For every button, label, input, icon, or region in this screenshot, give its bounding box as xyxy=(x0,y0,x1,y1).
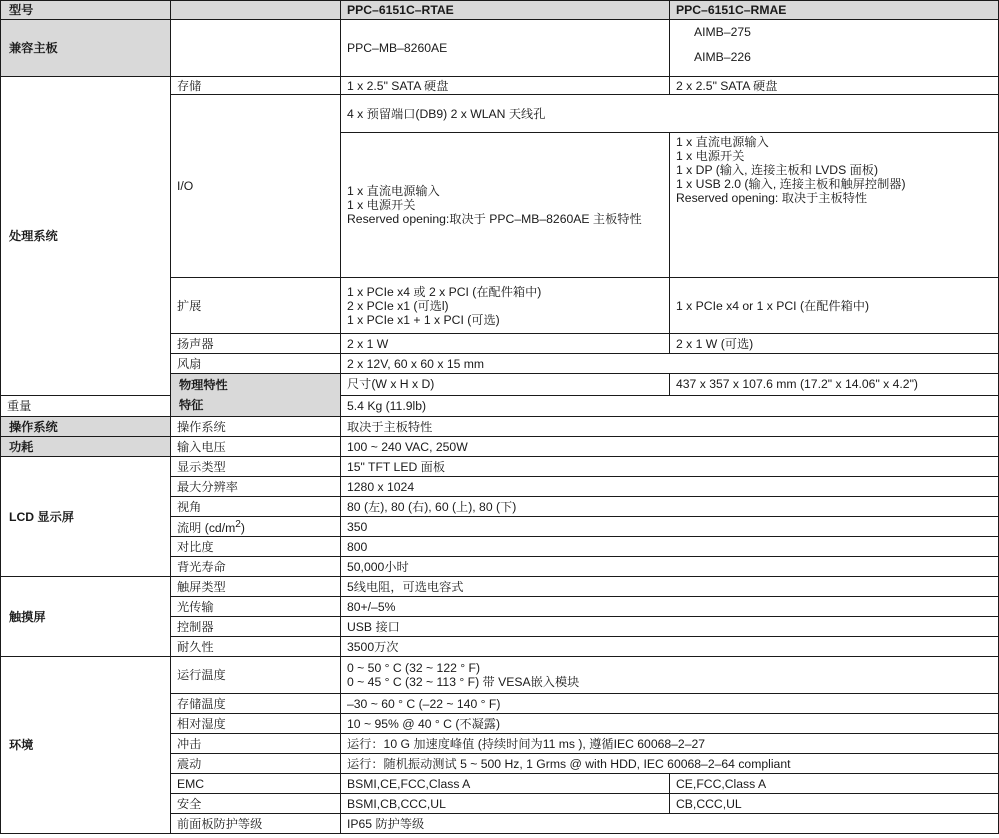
env-label: 环境 xyxy=(1,657,171,834)
speaker-rtae: 2 x 1 W xyxy=(341,334,670,354)
ip-label: 前面板防护等级 xyxy=(171,814,341,834)
io-rmae-5: Reserved opening: 取决于主板特性 xyxy=(676,191,868,205)
header-blank xyxy=(171,1,341,20)
io-rmae-1: 1 x 直流电源输入 xyxy=(676,135,769,149)
weight-label: 重量 xyxy=(1,395,171,417)
expansion-rmae: 1 x PCIe x4 or 1 x PCI (在配件箱中) xyxy=(670,278,999,334)
humidity-label: 相对湿度 xyxy=(171,714,341,734)
lcd-row-label: 背光寿命 xyxy=(171,557,341,577)
io-common: 4 x 预留端口(DB9) 2 x WLAN 天线孔 xyxy=(341,95,999,133)
os-row xyxy=(1,417,999,437)
power-row xyxy=(1,437,999,457)
header-rtae: PPC–6151C–RTAE xyxy=(341,1,670,20)
lumen-label-end: ) xyxy=(240,521,245,536)
io-rmae xyxy=(670,133,999,278)
emc-label: EMC xyxy=(171,774,341,794)
touch-row-value: 3500万次 xyxy=(341,637,999,657)
lumen-label-text: 流明 (cd/m xyxy=(177,521,236,536)
expansion-rtae-3: 1 x PCIe x1 + 1 x PCI (可选) xyxy=(347,312,500,327)
header-row xyxy=(1,1,999,20)
operating-temp-row xyxy=(1,657,999,694)
shock-value: 运行：10 G 加速度峰值 (持续时间为11 ms ), 遵循IEC 60068–2–27 xyxy=(341,734,999,754)
safety-rtae: BSMI,CB,CCC,UL xyxy=(341,794,670,814)
io-rmae-4: 1 x USB 2.0 (输入, 连接主板和触屏控制器) xyxy=(676,177,906,191)
header-rmae: PPC–6151C–RMAE xyxy=(670,1,999,20)
lcd-row-value: 15" TFT LED 面板 xyxy=(341,457,999,477)
expansion-label: 扩展 xyxy=(171,278,341,334)
safety-label: 安全 xyxy=(171,794,341,814)
storage-rmae: 2 x 2.5" SATA 硬盘 xyxy=(670,77,999,95)
lcd-row-label: 对比度 xyxy=(171,537,341,557)
touch-row-label: 控制器 xyxy=(171,617,341,637)
board-blank xyxy=(171,20,341,77)
io-rtae-2: 1 x 电源开关 xyxy=(347,198,416,212)
touch-row-label: 光传输 xyxy=(171,597,341,617)
operating-temp-line-2: 0 ~ 45 ° C (32 ~ 113 ° F) 带 VESA嵌入模块 xyxy=(347,675,580,690)
io-rtae-3: Reserved opening:取决于 PPC–MB–8260AE 主板特性 xyxy=(347,212,642,226)
board-label: 兼容主板 xyxy=(1,20,171,77)
physical-label xyxy=(171,374,341,417)
shock-label: 冲击 xyxy=(171,734,341,754)
operating-temp-line-1: 0 ~ 50 ° C (32 ~ 122 ° F) xyxy=(347,661,481,676)
os-sub: 操作系统 xyxy=(171,417,341,437)
touch-row-value: 5线电阻，可选电容式 xyxy=(341,577,999,597)
vibration-label: 震动 xyxy=(171,754,341,774)
touch-row-label: 触屏类型 xyxy=(171,577,341,597)
storage-rtae: 1 x 2.5" SATA 硬盘 xyxy=(341,77,670,95)
dimensions-label: 尺寸(W x H x D) xyxy=(341,374,670,396)
board-rtae: PPC–MB–8260AE xyxy=(341,20,670,77)
humidity-value: 10 ~ 95% @ 40 ° C (不凝露) xyxy=(341,714,999,734)
expansion-rtae-1: 1 x PCIe x4 或 2 x PCI (在配件箱中) xyxy=(347,284,542,299)
fan-value: 2 x 12V, 60 x 60 x 15 mm xyxy=(341,354,999,374)
storage-label: 存储 xyxy=(171,77,341,95)
io-rmae-3: 1 x DP (输入, 连接主板和 LVDS 面板) xyxy=(676,163,879,177)
lcd-row-label: 视角 xyxy=(171,497,341,517)
ip-value: IP65 防护等级 xyxy=(341,814,999,834)
lcd-row-label: 最大分辨率 xyxy=(171,477,341,497)
expansion-rtae-2: 2 x PCIe x1 (可选l) xyxy=(347,298,449,313)
storage-row xyxy=(1,77,999,95)
board-rmae xyxy=(670,20,999,77)
safety-rmae: CB,CCC,UL xyxy=(670,794,999,814)
speaker-rmae: 2 x 1 W (可选) xyxy=(670,334,999,354)
storage-temp-label: 存储温度 xyxy=(171,694,341,714)
expansion-rtae xyxy=(341,278,670,334)
lcd-row-value: 350 xyxy=(341,517,999,537)
lcd-label: LCD 显示屏 xyxy=(1,457,171,577)
operating-temp-value xyxy=(341,657,999,694)
weight-value: 5.4 Kg (11.9lb) xyxy=(341,395,999,417)
touch-row-label: 耐久性 xyxy=(171,637,341,657)
emc-rmae: CE,FCC,Class A xyxy=(670,774,999,794)
os-value: 取决于主板特性 xyxy=(341,417,999,437)
lcd-row-label xyxy=(171,517,341,537)
lcd-row-value: 1280 x 1024 xyxy=(341,477,999,497)
storage-temp-value: –30 ~ 60 ° C (–22 ~ 140 ° F) xyxy=(341,694,999,714)
io-rtae xyxy=(341,133,670,278)
power-sub: 输入电压 xyxy=(171,437,341,457)
fan-label: 风扇 xyxy=(171,354,341,374)
touch-row-value: 80+/–5% xyxy=(341,597,999,617)
physical-label-1: 物理特性 xyxy=(179,378,228,392)
io-label: I/O xyxy=(171,95,341,278)
weight-row xyxy=(1,395,999,417)
power-value: 100 ~ 240 VAC, 250W xyxy=(341,437,999,457)
emc-rtae: BSMI,CE,FCC,Class A xyxy=(341,774,670,794)
board-rmae-2: AIMB–226 xyxy=(694,50,751,64)
lcd-row-value: 800 xyxy=(341,537,999,557)
vibration-value: 运行：随机振动测试 5 ~ 500 Hz, 1 Grms @ with HDD, IEC 60068–2–64 compliant xyxy=(341,754,999,774)
touch-row-value: USB 接口 xyxy=(341,617,999,637)
header-model: 型号 xyxy=(1,1,171,20)
io-rmae-2: 1 x 电源开关 xyxy=(676,149,745,163)
power-label: 功耗 xyxy=(1,437,171,457)
lcd-row-0 xyxy=(1,457,999,477)
touch-row-0 xyxy=(1,577,999,597)
board-rmae-1: AIMB–275 xyxy=(694,25,751,39)
lcd-row-value: 80 (左), 80 (右), 60 (上), 80 (下) xyxy=(341,497,999,517)
operating-temp-label: 运行温度 xyxy=(171,657,341,694)
board-row xyxy=(1,20,999,77)
lumen-sup: 2 xyxy=(235,519,241,530)
io-rtae-1: 1 x 直流电源输入 xyxy=(347,184,440,198)
lcd-row-label: 显示类型 xyxy=(171,457,341,477)
os-label: 操作系统 xyxy=(1,417,171,437)
dimensions-value: 437 x 357 x 107.6 mm (17.2" x 14.06" x 4.2") xyxy=(670,374,999,396)
lcd-row-value: 50,000小时 xyxy=(341,557,999,577)
processing-label: 处理系统 xyxy=(1,77,171,396)
speaker-label: 扬声器 xyxy=(171,334,341,354)
touch-label: 触摸屏 xyxy=(1,577,171,657)
physical-label-2: 特征 xyxy=(179,398,204,412)
